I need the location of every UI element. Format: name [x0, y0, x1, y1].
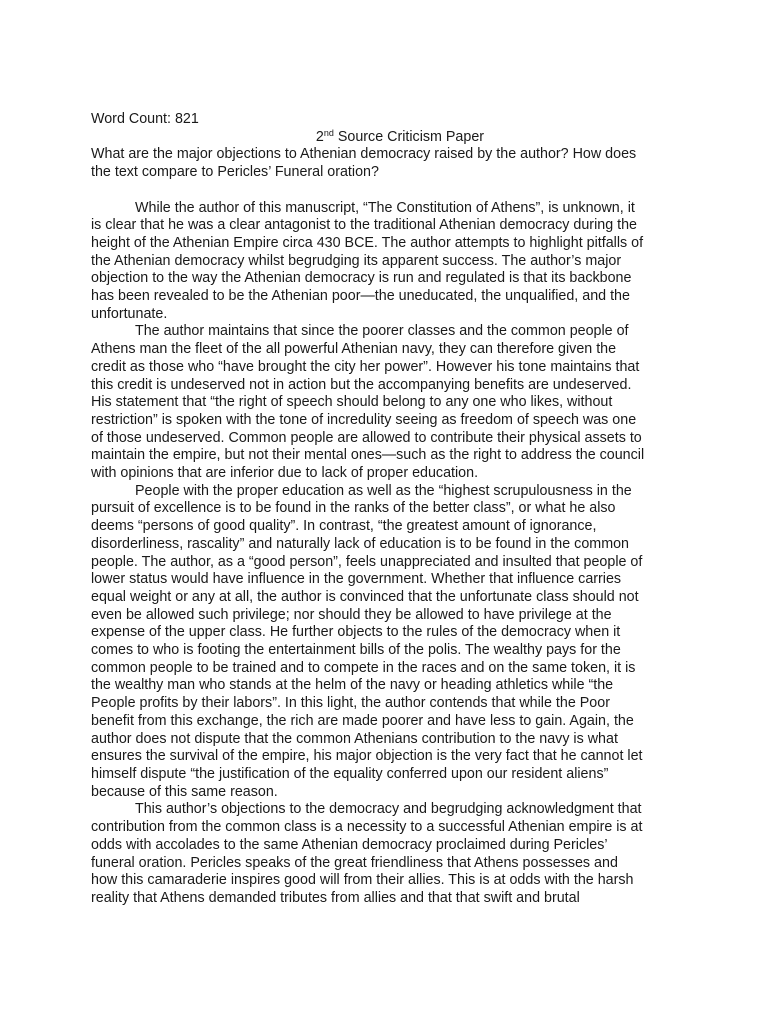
paragraph-line: the wealthy man who stands at the helm of the navy or heading athletics while “the — [91, 677, 614, 694]
paragraph-2 — [91, 323, 681, 482]
paragraph-3 — [91, 483, 681, 802]
paragraph-line: credit as those who “have brought the city her power”. However his tone maintains that — [91, 358, 640, 375]
paragraph-line: disorderliness, rascality” and naturally lack of education is to be found in the common — [91, 535, 630, 552]
word-count: Word Count: 821 — [91, 111, 199, 127]
paragraph-line: This author’s objections to the democracy and begrudging acknowledgment that — [135, 801, 642, 818]
prompt-line: the text compare to Pericles’ Funeral oration? — [91, 164, 379, 181]
paragraph-line: People with the proper education as well as the “highest scrupulousness in the — [135, 482, 632, 499]
prompt-line: What are the major objections to Athenian democracy raised by the author? How does — [91, 146, 637, 163]
paragraph-line: the Athenian democracy whilst begrudging its apparent success. The author’s major — [91, 252, 622, 269]
paragraph-line: of those undeserved. Common people are allowed to contribute their physical assets to — [91, 429, 642, 446]
paragraph-line: The author maintains that since the poorer classes and the common people of — [135, 323, 629, 340]
document-body — [91, 111, 681, 908]
paragraph-line: lower status would have influence in the government. Whether that influence carries — [91, 571, 622, 588]
paragraph-line: deems “persons of good quality”. In contrast, “the greatest amount of ignorance, — [91, 518, 597, 535]
paragraph-line: ensures the survival of the empire, his major objection is the very fact that he cannot let — [91, 748, 643, 765]
paper-title — [91, 129, 681, 147]
title-superscript: nd — [323, 127, 334, 138]
paragraph-line: benefit from this exchange, the rich are made poorer and have less to gain. Again, the — [91, 712, 634, 729]
paragraph-line: Athens man the fleet of the all powerful Athenian navy, they can therefore given the — [91, 341, 617, 358]
prompt-question — [91, 146, 681, 181]
title-number: 2 — [315, 128, 324, 145]
paragraph-line: While the author of this manuscript, “The Constitution of Athens”, is unknown, it — [135, 199, 635, 216]
paragraph-line: this credit is undeserved not in action but the accompanying benefits are undeserved. — [91, 376, 632, 393]
paragraph-4 — [91, 801, 681, 907]
paragraph-line: comes to who is footing the entertainment bills of the polis. The wealthy pays for the — [91, 642, 621, 659]
paragraph-line: expense of the upper class. He further objects to the rules of the democracy when it — [91, 624, 621, 641]
paragraph-line: because of this same reason. — [91, 783, 278, 800]
paragraph-line: pursuit of excellence is to be found in the ranks of the better class”, or what he also — [91, 500, 616, 517]
paragraph-line: maintain the empire, but not their mental ones—such as the right to address the council — [91, 447, 645, 464]
paragraph-line: has been revealed to be the Athenian poor—the uneducated, the unqualified, and the — [91, 288, 630, 305]
paragraph-line: unfortunate. — [91, 305, 168, 322]
paragraph-line: himself dispute “the justification of the equality conferred upon our resident aliens” — [91, 766, 609, 782]
paragraph-line: restriction” is spoken with the tone of incredulity seeing as freedom of speech was one — [91, 411, 637, 428]
paragraph-line: odds with accolades to the same Athenian democracy proclaimed during Pericles’ — [91, 836, 608, 853]
paragraph-line: reality that Athens demanded tributes from allies and that that swift and brutal — [91, 889, 580, 906]
paragraph-line: how this camaraderie inspires good will from their allies. This is at odds with the harsh — [91, 872, 634, 889]
title-text: Source Criticism Paper — [333, 128, 485, 145]
paragraph-line: equal weight or any at all, the author is convinced that the unfortunate class should not — [91, 588, 639, 605]
paragraph-line: His statement that “the right of speech should belong to any one who likes, without — [91, 394, 613, 411]
paragraph-line: people. The author, as a “good person”, feels unappreciated and insulted that people of — [91, 553, 643, 570]
paragraph-line: with opinions that are inferior due to lack of proper education. — [91, 465, 479, 482]
paragraph-line: author does not dispute that the common Athenians contribution to the navy is what — [91, 730, 618, 747]
paragraph-line: objection to the way the Athenian democracy is run and regulated is that its backbone — [91, 270, 632, 287]
paragraph-1 — [91, 200, 681, 324]
paragraph-line: People profits by their labors”. In this light, the author contends that while the Poor — [91, 695, 610, 712]
paragraph-line: even be allowed such privilege; nor should they be allowed to have privilege at the — [91, 606, 612, 623]
paragraph-line: is clear that he was a clear antagonist to the traditional Athenian democracy during the — [91, 217, 637, 234]
paragraph-line: common people to be trained and to compete in the races and on the same token, it is — [91, 659, 636, 676]
paragraph-line: height of the Athenian Empire circa 430 BCE. The author attempts to highlight pitfalls of — [91, 234, 644, 251]
blank-line — [91, 182, 681, 200]
paragraph-line: contribution from the common class is a necessity to a successful Athenian empire is at — [91, 819, 643, 836]
paragraph-line: funeral oration. Pericles speaks of the great friendliness that Athens possesses and — [91, 854, 618, 871]
